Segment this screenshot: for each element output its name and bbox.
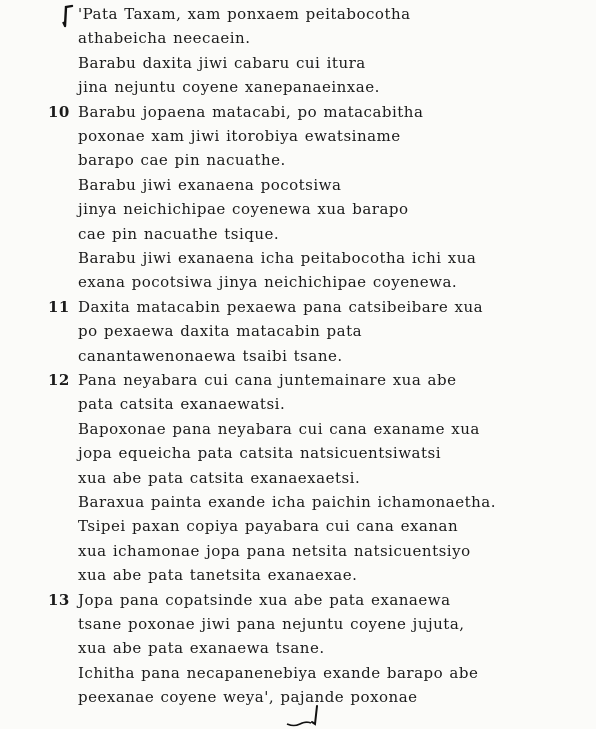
verse-line: barapo cae pin nacuathe. xyxy=(78,151,286,169)
verse-line: tsane poxonae jiwi pana nejuntu coyene jujuta, xyxy=(78,615,465,633)
verse-line: peexanae coyene weya', pajande poxonae xyxy=(78,688,418,706)
verse-line: xua ichamonae jopa pana netsita natsicuentsiyo xyxy=(78,542,471,560)
verse-number: 13 xyxy=(48,591,70,609)
verse-line: xua abe pata tanetsita exanaexae. xyxy=(78,566,358,584)
verse-line: Barabu daxita jiwi cabaru cui itura xyxy=(78,54,366,72)
verse-line: Jopa pana copatsinde xua abe pata exanaewa xyxy=(78,591,451,609)
verse-line: Daxita matacabin pexaewa pana catsibeibare xua xyxy=(78,298,484,316)
handwritten-tick-mark xyxy=(311,704,321,726)
verse-line: xua abe pata catsita exanaexaetsi. xyxy=(78,469,361,487)
verse-line: po pexaewa daxita matacabin pata xyxy=(78,322,363,340)
verse-line: 'Pata Taxam, xam ponxaem peitabocotha xyxy=(78,5,411,23)
margin-bracket-mark xyxy=(58,4,78,28)
verse-line: Pana neyabara cui cana juntemainare xua abe xyxy=(78,371,457,389)
verse-line: poxonae xam jiwi itorobiya ewatsiname xyxy=(78,127,401,145)
verse-number: 12 xyxy=(48,371,70,389)
verse-line: jinya neichichipae coyenewa xua barapo xyxy=(78,200,409,218)
verse-line: jina nejuntu coyene xanepanaeinxae. xyxy=(78,78,380,96)
verse-line: pata catsita exanaewatsi. xyxy=(78,395,286,413)
verse-line: canantawenonaewa tsaibi tsane. xyxy=(78,347,343,365)
verse-line: jopa equeicha pata catsita natsicuentsiwatsi xyxy=(78,444,442,462)
handwritten-underline xyxy=(286,721,312,727)
verse-line: xua abe pata exanaewa tsane. xyxy=(78,639,325,657)
verse-line: Barabu jiwi exanaena pocotsiwa xyxy=(78,176,342,194)
verse-number: 11 xyxy=(48,298,70,316)
verse-line: exana pocotsiwa jinya neichichipae coyenewa. xyxy=(78,273,458,291)
verse-line: athabeicha neecaein. xyxy=(78,29,251,47)
verse-line: Ichitha pana necapanenebiya exande barapo abe xyxy=(78,664,479,682)
verse-line: Baraxua painta exande icha paichin ichamonaetha. xyxy=(78,493,496,511)
verse-line: Tsipei paxan copiya payabara cui cana exanan xyxy=(78,517,459,535)
verse-number: 10 xyxy=(48,103,70,121)
verse-line: Bapoxonae pana neyabara cui cana exaname xua xyxy=(78,420,480,438)
verse-line: Barabu jopaena matacabi, po matacabitha xyxy=(78,103,424,121)
verse-line: Barabu jiwi exanaena icha peitabocotha ichi xua xyxy=(78,249,477,267)
verse-line: cae pin nacuathe tsique. xyxy=(78,225,280,243)
